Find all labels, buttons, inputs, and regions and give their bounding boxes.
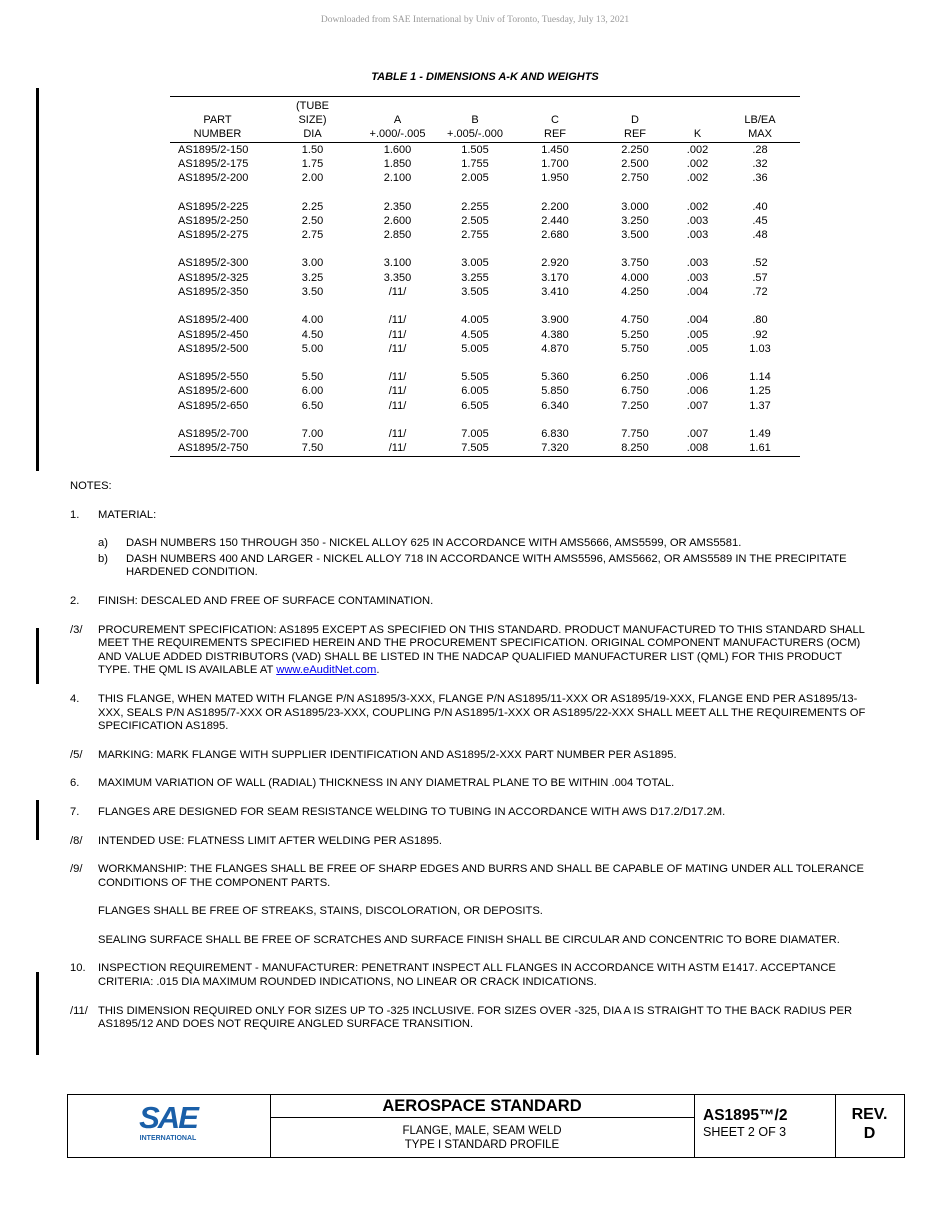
note-text-end: . [376,664,380,677]
header-cell: (TUBE [265,97,360,114]
table-cell: 6.830 [541,428,569,441]
table-cell: 7.50 [265,441,360,456]
table-cell: 1.700 [541,157,569,170]
note-text: THIS DIMENSION REQUIRED ONLY FOR SIZES UP TO -325 INCLUSIVE. FOR SIZES OVER -325, DIA A IS STRAIGHT TO THE BACK RADIUS PER AS1895/12 AND DOES NOT REQUIRE ANGLED SURFACE TRANSITION. [98,1004,853,1031]
sheet-number: SHEET 2 OF 3 [703,1125,787,1139]
table-cell: .45 [752,214,768,227]
standard-type: AEROSPACE STANDARD [270,1095,694,1118]
header-cell [170,97,265,114]
table-cell: 3.25 [301,271,324,284]
table-cell: 4.00 [301,314,324,327]
table-cell: 2.100 [383,172,412,185]
table-cell: 2.505 [461,214,489,227]
note-text: INSPECTION REQUIREMENT - MANUFACTURER: PENETRANT INSPECT ALL FLANGES IN ACCORDANCE WITH ASTM E1417. ACCEPTANCE CRITERIA: .015 DIA MAXIMUM ROUNDED INDICATIONS, NO LINEAR OR CRACK INDICATIONS. [98,962,836,989]
table-cell: .006 [686,371,709,384]
table-cell: 5.00 [301,342,324,355]
table-row [170,399,800,413]
table-cell: .005 [686,342,709,355]
note-number: /5/ [70,748,83,761]
header-row [170,97,800,114]
part-number-cell: AS1895/2-150 [178,143,249,156]
note-text: MATERIAL: [98,508,157,521]
note-letter: b) [98,552,108,565]
table-cell: .008 [675,441,720,456]
table-cell: /11/ [388,328,407,341]
table-cell: 3.350 [383,271,412,284]
table-cell: 7.320 [515,441,595,456]
table-cell: /11/ [360,441,435,456]
table-cell: 4.505 [461,328,489,341]
table-cell: 4.750 [621,314,649,327]
table-cell: /11/ [388,428,407,441]
note-text: THIS FLANGE, WHEN MATED WITH FLANGE P/N AS1895/3-XXX, FLANGE P/N AS1895/11-XXX OR AS1895/19-XXX, FLANGE END PER AS1895/13-XXX, SEALS P/N AS1895/7-XXX OR AS1895/23-XXX, COUPLING P/N AS1895/1-XXX OR AS1895/22-XXX SHALL MEET ALL THE REQUIREMENTS OF SPECIFICATION AS1895. [98,692,866,733]
table-cell: 3.410 [541,285,569,298]
table-cell: 3.255 [461,271,489,284]
table-row [170,271,800,285]
table-title: TABLE 1 - DIMENSIONS A-K AND WEIGHTS [371,71,599,83]
header-cell [720,97,800,114]
note-text: MAXIMUM VARIATION OF WALL (RADIAL) THICKNESS IN ANY DIAMETRAL PLANE TO BE WITHIN .004 TOTAL. [98,777,675,790]
part-number-cell: AS1895/2-400 [178,314,249,327]
header-cell: A [393,114,402,127]
table-cell: 1.14 [749,371,771,384]
header-cell: D [631,114,639,127]
header-cell: REF [515,127,595,142]
table-cell: 4.250 [621,285,649,298]
table-cell: 7.250 [621,399,649,412]
group-spacer [170,356,800,370]
note-text: DASH NUMBERS 150 THROUGH 350 - NICKEL ALLOY 625 IN ACCORDANCE WITH AMS5666, AMS5599, OR AMS5581. [126,537,742,550]
table-cell: 2.755 [461,228,489,241]
table-cell: 2.500 [621,157,649,170]
logo-text: SAE [139,1100,197,1135]
header-cell: K [675,127,720,142]
table-cell: 1.03 [749,342,771,355]
table-cell: /11/ [388,314,407,327]
table-cell: 1.37 [749,399,771,412]
header-cell [435,97,515,114]
table-cell: 5.750 [621,342,649,355]
change-bar [36,88,39,471]
note-4 [70,693,870,734]
table-cell: 1.950 [541,172,569,185]
note-text: FINISH: DESCALED AND FREE OF SURFACE CONTAMINATION. [98,594,434,607]
table-cell: .40 [752,200,768,213]
table-cell: 1.61 [720,441,800,456]
logo-cell [68,1095,271,1157]
table-cell: 2.255 [461,200,489,213]
table-cell: 7.005 [461,428,489,441]
table-cell: 2.50 [301,214,324,227]
part-number-cell: AS1895/2-700 [178,428,249,441]
table-cell: 7.750 [621,428,649,441]
table-row [170,157,800,171]
document-cell [694,1095,836,1157]
table-cell: 2.250 [621,143,649,156]
table-cell: .007 [686,428,709,441]
header-cell: PART [203,114,232,127]
note-11 [70,1005,870,1032]
note-10 [70,962,870,989]
table-cell: 5.250 [621,328,649,341]
table-cell: 3.00 [301,257,324,270]
table-cell: 8.250 [595,441,675,456]
note-letter: a) [98,537,108,550]
group-spacer [170,185,800,199]
part-number-cell: AS1895/2-650 [178,399,249,412]
table-row [170,370,800,384]
part-number-cell: AS1895/2-450 [178,328,249,341]
group-spacer [170,413,800,427]
header-cell: SIZE) [298,114,327,127]
table-cell: 4.380 [541,328,569,341]
table-cell: .004 [686,285,709,298]
notes-heading: NOTES: [70,480,112,492]
table-cell: 6.250 [621,371,649,384]
note-text: WORKMANSHIP: THE FLANGES SHALL BE FREE OF SHARP EDGES AND BURRS AND SHALL BE CAPABLE OF MATING UNDER ALL TOLERANCE CONDITIONS OF THE COMPONENT PARTS. [98,863,864,889]
table-cell: .48 [752,228,768,241]
part-number-cell: AS1895/2-325 [178,271,249,284]
part-number-cell: AS1895/2-300 [178,257,249,270]
change-bar [36,972,39,1055]
table-cell: 4.50 [301,328,324,341]
table-cell: /11/ [388,342,407,355]
table-row [170,427,800,441]
title-cell [270,1095,695,1157]
table-cell: 6.340 [541,399,569,412]
qml-link[interactable]: www.eAuditNet.com [276,664,377,677]
table-cell: 6.005 [461,385,489,398]
part-number-cell: AS1895/2-600 [178,385,249,398]
table-cell: 6.505 [461,399,489,412]
note-number: /3/ [70,623,83,636]
table-cell: /11/ [388,399,407,412]
header-cell: +.005/-.000 [435,127,515,142]
table-cell: 3.505 [461,285,489,298]
table-row [170,214,800,228]
note-5 [70,749,870,763]
part-description-line2: TYPE I STANDARD PROFILE [404,1139,560,1151]
table-cell: 2.350 [383,200,412,213]
table-cell: 2.750 [621,172,649,185]
change-bar [36,628,39,684]
table-cell: 2.440 [541,214,569,227]
part-number-cell: AS1895/2-550 [178,371,249,384]
table-cell: .003 [686,214,709,227]
document-number: AS1895™/2 [703,1107,788,1124]
note-3 [70,624,870,678]
table-cell: 3.000 [621,200,649,213]
note-1b [98,553,870,580]
table-cell: 2.25 [301,200,324,213]
table-cell: 5.360 [541,371,569,384]
table-cell: 1.505 [461,143,489,156]
part-number-cell: AS1895/2-200 [178,172,249,185]
note-text: FLANGES SHALL BE FREE OF STREAKS, STAINS, DISCOLORATION, OR DEPOSITS. [98,905,543,918]
note-number: 1. [70,508,80,521]
table-cell: .003 [686,228,709,241]
revision-letter: D [863,1125,876,1142]
header-cell: MAX [720,127,800,142]
table-cell: 2.200 [541,200,569,213]
revision-cell [835,1095,904,1157]
table-cell: 1.50 [301,143,324,156]
part-number-cell: AS1895/2-275 [178,228,249,241]
notes-section [70,480,870,1047]
note-number: /11/ [70,1004,88,1017]
header-cell: DIA [265,127,360,142]
note-7 [70,806,870,820]
table-cell: .002 [686,172,709,185]
table-cell: 3.250 [621,214,649,227]
table-cell: 4.870 [541,342,569,355]
group-spacer [170,299,800,313]
table-row [170,200,800,214]
table-cell: /11/ [388,285,407,298]
table-cell: .002 [686,143,709,156]
note-number: /9/ [70,863,83,876]
table-row [170,342,800,356]
table-cell: 4.005 [461,314,489,327]
table-cell: 3.500 [621,228,649,241]
table-row [170,285,800,299]
table-cell: 7.00 [301,428,324,441]
table-cell: .72 [752,285,768,298]
note-number: 6. [70,777,80,790]
part-number-cell: AS1895/2-350 [178,285,249,298]
note-text: MARKING: MARK FLANGE WITH SUPPLIER IDENTIFICATION AND AS1895/2-XXX PART NUMBER PER AS1895. [98,748,677,761]
header-cell: B [471,114,479,127]
header-cell: C [551,114,559,127]
table-cell: 3.750 [621,257,649,270]
note-text: DASH NUMBERS 400 AND LARGER - NICKEL ALLOY 718 IN ACCORDANCE WITH AMS5596, AMS5662, OR AMS5589 IN THE PRECIPITATE HARDENED CONDITION. [126,552,847,579]
table-cell: .003 [686,257,709,270]
note-2 [70,595,870,609]
part-number-cell: AS1895/2-250 [178,214,249,227]
table-row [170,328,800,342]
table-cell: 1.75 [301,157,324,170]
header-row [170,127,800,142]
header-cell [595,97,675,114]
note-6 [70,777,870,791]
table-cell: .005 [686,328,709,341]
part-number-cell: AS1895/2-225 [178,200,249,213]
part-number-cell: AS1895/2-175 [178,157,249,170]
table-cell: 3.900 [541,314,569,327]
table-row [170,142,800,157]
table-cell: 6.50 [301,399,324,412]
table-cell: .52 [752,257,768,270]
table-cell: 2.680 [541,228,569,241]
header-cell [360,97,435,114]
table-cell: .004 [686,314,709,327]
table-cell: 1.600 [383,143,412,156]
header-cell: REF [595,127,675,142]
table-cell: 6.00 [301,385,324,398]
table-cell: 3.170 [541,271,569,284]
table-cell: .002 [686,157,709,170]
table-cell: 7.505 [435,441,515,456]
table-cell: .36 [752,172,768,185]
note-9 [70,863,870,947]
note-number: 2. [70,594,80,607]
header-cell [675,113,720,127]
table-cell: 2.75 [301,228,324,241]
note-text: PROCUREMENT SPECIFICATION: AS1895 EXCEPT AS SPECIFIED ON THIS STANDARD. PRODUCT MANUFACTURED TO THIS STANDARD SHALL MEET THE REQUIREMENTS SPECIFIED HEREIN AND THE PROCUREMENT SPECIFICATION. ORIGINAL COMPONENT MANUFACTURERS (OCM) AND VALUE ADDED DISTRIBUTORS (VAD) SHALL BE LISTED IN THE NADCAP QUALIFIED MANUFACTURER LIST (QML) FOR THIS PRODUCT TYPE. THE QML IS AVAILABLE AT [98,623,865,677]
note-number: 4. [70,692,80,705]
header-cell: NUMBER [170,127,265,142]
table-row [170,384,800,398]
note-text: INTENDED USE: FLATNESS LIMIT AFTER WELDING PER AS1895. [98,834,442,847]
table-cell: /11/ [388,385,407,398]
table-cell: 3.005 [461,257,489,270]
table-cell: .003 [686,271,709,284]
table-cell: 5.005 [461,342,489,355]
table-row [170,171,800,185]
table-cell: 1.25 [749,385,771,398]
table-cell: 1.755 [461,157,489,170]
table-cell: 4.000 [621,271,649,284]
table-cell: 2.850 [383,228,412,241]
part-number-cell: AS1895/2-750 [170,441,265,456]
table-cell: 5.850 [541,385,569,398]
part-description-line1: FLANGE, MALE, SEAM WELD [402,1125,562,1137]
note-1 [70,509,870,580]
header-cell: LB/EA [744,114,776,127]
group-spacer [170,242,800,256]
table-cell: 1.450 [541,143,569,156]
download-watermark: Downloaded from SAE International by Univ of Toronto, Tuesday, July 13, 2021 [320,15,630,25]
note-1a [98,537,870,551]
table-cell: .28 [752,143,768,156]
table-row [170,313,800,327]
table-cell: .002 [686,200,709,213]
table-cell: 2.00 [301,172,324,185]
table-row [170,256,800,270]
table-row [170,228,800,242]
table-cell: 6.750 [621,385,649,398]
table-cell: 1.49 [749,428,771,441]
table-cell: .007 [686,399,709,412]
note-8 [70,835,870,849]
header-cell [675,97,720,114]
table-cell: .006 [686,385,709,398]
change-bar [36,800,39,840]
table-cell: 3.50 [301,285,324,298]
header-cell: +.000/-.005 [360,127,435,142]
header-row [170,113,800,127]
table-cell: .80 [752,314,768,327]
logo-subtext: INTERNATIONAL [139,1135,197,1142]
note-text: SEALING SURFACE SHALL BE FREE OF SCRATCHES AND SURFACE FINISH SHALL BE CIRCULAR AND CONCENTRIC TO BORE DIAMATER. [98,933,840,946]
note-text: FLANGES ARE DESIGNED FOR SEAM RESISTANCE WELDING TO TUBING IN ACCORDANCE WITH AWS D17.2/D17.2M. [98,805,726,818]
table-cell: 2.600 [383,214,412,227]
table-cell: /11/ [388,371,407,384]
dimensions-table [170,96,800,457]
title-block [67,1094,905,1158]
table-cell: 5.50 [301,371,324,384]
table-row [170,441,800,456]
sae-logo-icon [134,1100,204,1144]
header-cell [515,97,595,114]
table-cell: 3.100 [383,257,412,270]
note-number: /8/ [70,834,83,847]
table-cell: 1.850 [383,157,412,170]
table-cell: 2.005 [461,172,489,185]
table-cell: .32 [752,157,768,170]
table-cell: .92 [752,328,768,341]
table-cell: 5.505 [461,371,489,384]
note-number: 7. [70,805,80,818]
table-cell: 2.920 [541,257,569,270]
dimensions-table-body [170,142,800,456]
part-number-cell: AS1895/2-500 [178,342,249,355]
revision-label: REV. [851,1106,888,1123]
note-number: 10. [70,962,86,975]
table-cell: .57 [752,271,768,284]
